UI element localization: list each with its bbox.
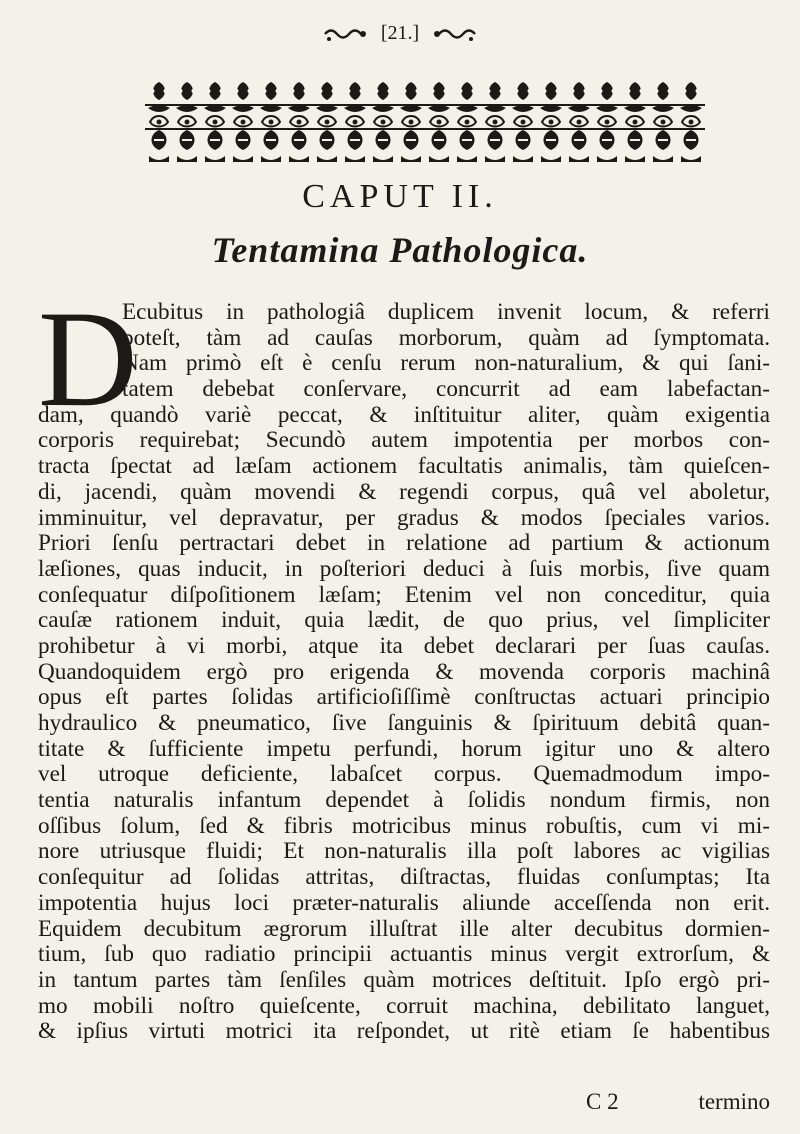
text-line: tatem debebat conſervare, concurrit ad eam labefactan- xyxy=(122,376,770,403)
text-line: opus eſt partes ſolidas artificioſiſſimè conſtructas actuari principio xyxy=(38,684,770,711)
catchword: termino xyxy=(698,1089,770,1114)
text-line: tentia naturalis infantum dependet à ſolidis nondum firmis, non xyxy=(38,787,770,814)
text-line: Nam primò eſt è cenſu rerum non-naturalium, & qui ſani- xyxy=(122,350,770,377)
text-line: conſequatur diſpoſitionem læſam; Etenim vel non conceditur, quia xyxy=(38,581,770,608)
chapter-heading: CAPUT II. xyxy=(302,178,498,215)
text-line: in tantum partes tàm ſenſiles quàm motrices deſtituit. Ipſo ergò pri- xyxy=(38,966,770,993)
text-line: hydraulico & pneumatico, ſive ſanguinis & ſpirituum debitâ quan- xyxy=(38,710,770,736)
text-line: vel utroque deficiente, labaſcet corpus. Quemadmodum impo- xyxy=(38,761,770,788)
text-line: tium, ſub quo radiatio principii actuantis minus vergit extrorſum, & xyxy=(38,941,770,968)
text-line: prohibetur à vi morbi, atque ita debet declarari per ſuas cauſas. xyxy=(38,632,770,659)
text-line: dam, quandò variè peccat, & inſtituitur aliter, quàm exigentia xyxy=(38,401,770,428)
text-line: poteſt, tàm ad cauſas morborum, quàm ad ſymptomata. xyxy=(122,324,770,351)
headpiece-ornament-icon xyxy=(145,78,705,164)
text-line: tracta ſpectat ad læſam actionem facultatis animalis, tàm quieſcen- xyxy=(38,453,770,480)
page-number: [21.] xyxy=(380,22,420,44)
text-line: Ecubitus in pathologiâ duplicem invenit locum, & referri xyxy=(122,299,770,325)
section-title: Tentamina Pathologica. xyxy=(211,230,589,270)
text-line: mo mobili noſtro quieſcente, corruit machina, debilitato languet, xyxy=(38,992,770,1019)
text-line: conſequitur ad ſolidas attritas, diſtractas, fluidas conſumptas; Ita xyxy=(38,864,770,891)
drop-cap: D xyxy=(38,282,138,435)
right-header-ornament-icon xyxy=(433,25,477,43)
text-line: Priori ſenſu pertractari debet in relatione ad partium & actionum xyxy=(38,530,770,557)
text-line: cauſæ rationem induit, quia lædit, de quo prius, vel ſimpliciter xyxy=(38,607,770,634)
text-line: oſſibus ſolum, ſed & fibris motricibus minus robuſtis, cum vi mi- xyxy=(38,812,770,839)
text-line: impotentia hujus loci præter-naturalis aliunde acceſſenda non erit. xyxy=(38,889,770,916)
text-line: imminuitur, vel depravatur, per gradus & modos ſpeciales varios. xyxy=(38,504,770,531)
left-header-ornament-icon xyxy=(323,25,367,43)
text-line: læſiones, quas inducit, in poſteriori deduci à ſuis morbis, ſive quam xyxy=(38,555,770,582)
text-line: di, jacendi, quàm movendi & regendi corpus, quâ vel aboletur, xyxy=(38,478,770,505)
page-footer xyxy=(38,1089,770,1115)
text-line: titate & ſufficiente impetu perfundi, horum igitur uno & altero xyxy=(38,735,770,762)
body-text xyxy=(38,300,770,1045)
text-line: Equidem decubitum ægrorum illuſtrat ille alter decubitus dormien- xyxy=(38,915,770,942)
text-line: corporis requirebat; Secundò autem impotentia per morbos con- xyxy=(38,427,770,454)
signature-mark: C 2 xyxy=(586,1089,619,1114)
text-line: & ipſius virtuti motrici ita reſpondet, ut ritè etiam ſe habentibus xyxy=(38,1018,770,1045)
page-header xyxy=(0,22,800,45)
text-line: Quandoquidem ergò pro erigenda & movenda corporis machinâ xyxy=(38,658,770,685)
text-line: nore utriusque fluidi; Et non-naturalis illa poſt labores ac vigilias xyxy=(38,838,770,865)
